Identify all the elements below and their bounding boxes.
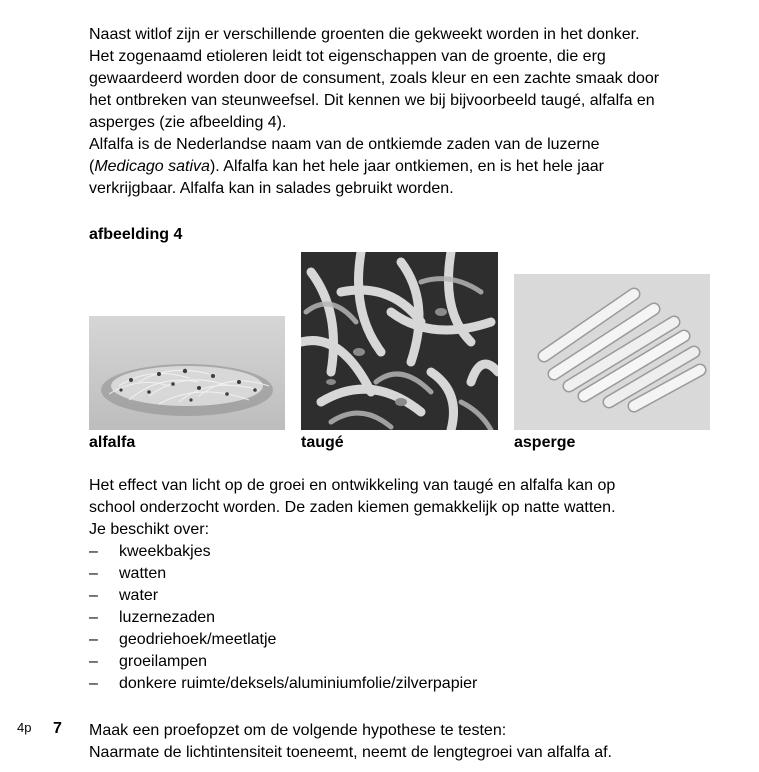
list-item-label: luzernezaden [119, 609, 216, 626]
list-item [89, 629, 477, 651]
list-item [89, 607, 477, 629]
list-dash: – [89, 587, 98, 604]
question-points: 4p [17, 720, 32, 735]
asperge-illustration [514, 274, 710, 430]
caption-tauge: taugé [301, 434, 344, 451]
list-item [89, 651, 477, 673]
alfalfa-photo [89, 316, 285, 430]
intro-line-8: verkrijgbaar. Alfalfa kan in salades gebruikt worden. [89, 180, 454, 197]
experiment-line-3: Je beschikt over: [89, 521, 210, 538]
experiment-line-2: school onderzocht worden. De zaden kiemen gemakkelijk op natte watten. [89, 499, 616, 516]
asperge-photo [514, 274, 710, 430]
intro-line-3: gewaardeerd worden door de consument, zoals kleur en een zachte smaak door [89, 70, 660, 87]
intro-line-1: Naast witlof zijn er verschillende groenten die gekweekt worden in het donker. [89, 26, 640, 43]
list-dash: – [89, 675, 98, 692]
tauge-photo [301, 252, 498, 430]
list-item [89, 673, 477, 695]
list-item-label: groeilampen [119, 653, 208, 670]
list-item-label: geodriehoek/meetlatje [119, 631, 277, 648]
intro-line-4: het ontbreken van steunweefsel. Dit kennen we bij bijvoorbeeld taugé, alfalfa en [89, 92, 655, 109]
intro-line-7-post: ). Alfalfa kan het hele jaar ontkiemen, en is het hele jaar [209, 158, 604, 175]
list-item [89, 585, 477, 607]
figure-heading: afbeelding 4 [89, 226, 183, 243]
materials-list [89, 541, 477, 695]
latin-name: Medicago sativa [94, 158, 210, 175]
intro-paragraph [89, 24, 739, 200]
list-item-label: water [119, 587, 159, 604]
question-line-1: Maak een proefopzet om de volgende hypothese te testen: [89, 722, 507, 739]
list-item-label: kweekbakjes [119, 543, 211, 560]
experiment-paragraph [89, 475, 739, 541]
list-dash: – [89, 631, 98, 648]
caption-asperge: asperge [514, 434, 576, 451]
alfalfa-illustration [89, 316, 285, 430]
intro-line-2: Het zogenaamd etioleren leidt tot eigenschappen van de groente, die erg [89, 48, 606, 65]
question-line-2: Naarmate de lichtintensiteit toeneemt, neemt de lengtegroei van alfalfa af. [89, 744, 612, 761]
intro-line-5: asperges (zie afbeelding 4). [89, 114, 287, 131]
list-dash: – [89, 609, 98, 626]
list-item-label: watten [119, 565, 167, 582]
intro-line-7-pre: ( [89, 158, 95, 175]
list-item-label: donkere ruimte/deksels/aluminiumfolie/zilverpapier [119, 675, 478, 692]
intro-line-6: Alfalfa is de Nederlandse naam van de ontkiemde zaden van de luzerne [89, 136, 600, 153]
tauge-illustration [301, 252, 498, 430]
list-item [89, 563, 477, 585]
list-dash: – [89, 543, 98, 560]
intro-line-7 [89, 156, 739, 178]
question-number: 7 [53, 720, 62, 737]
list-item [89, 541, 477, 563]
list-dash: – [89, 565, 98, 582]
experiment-line-1: Het effect van licht op de groei en ontwikkeling van taugé en alfalfa kan op [89, 477, 616, 494]
list-dash: – [89, 653, 98, 670]
question-text [89, 720, 739, 764]
caption-alfalfa: alfalfa [89, 434, 136, 451]
